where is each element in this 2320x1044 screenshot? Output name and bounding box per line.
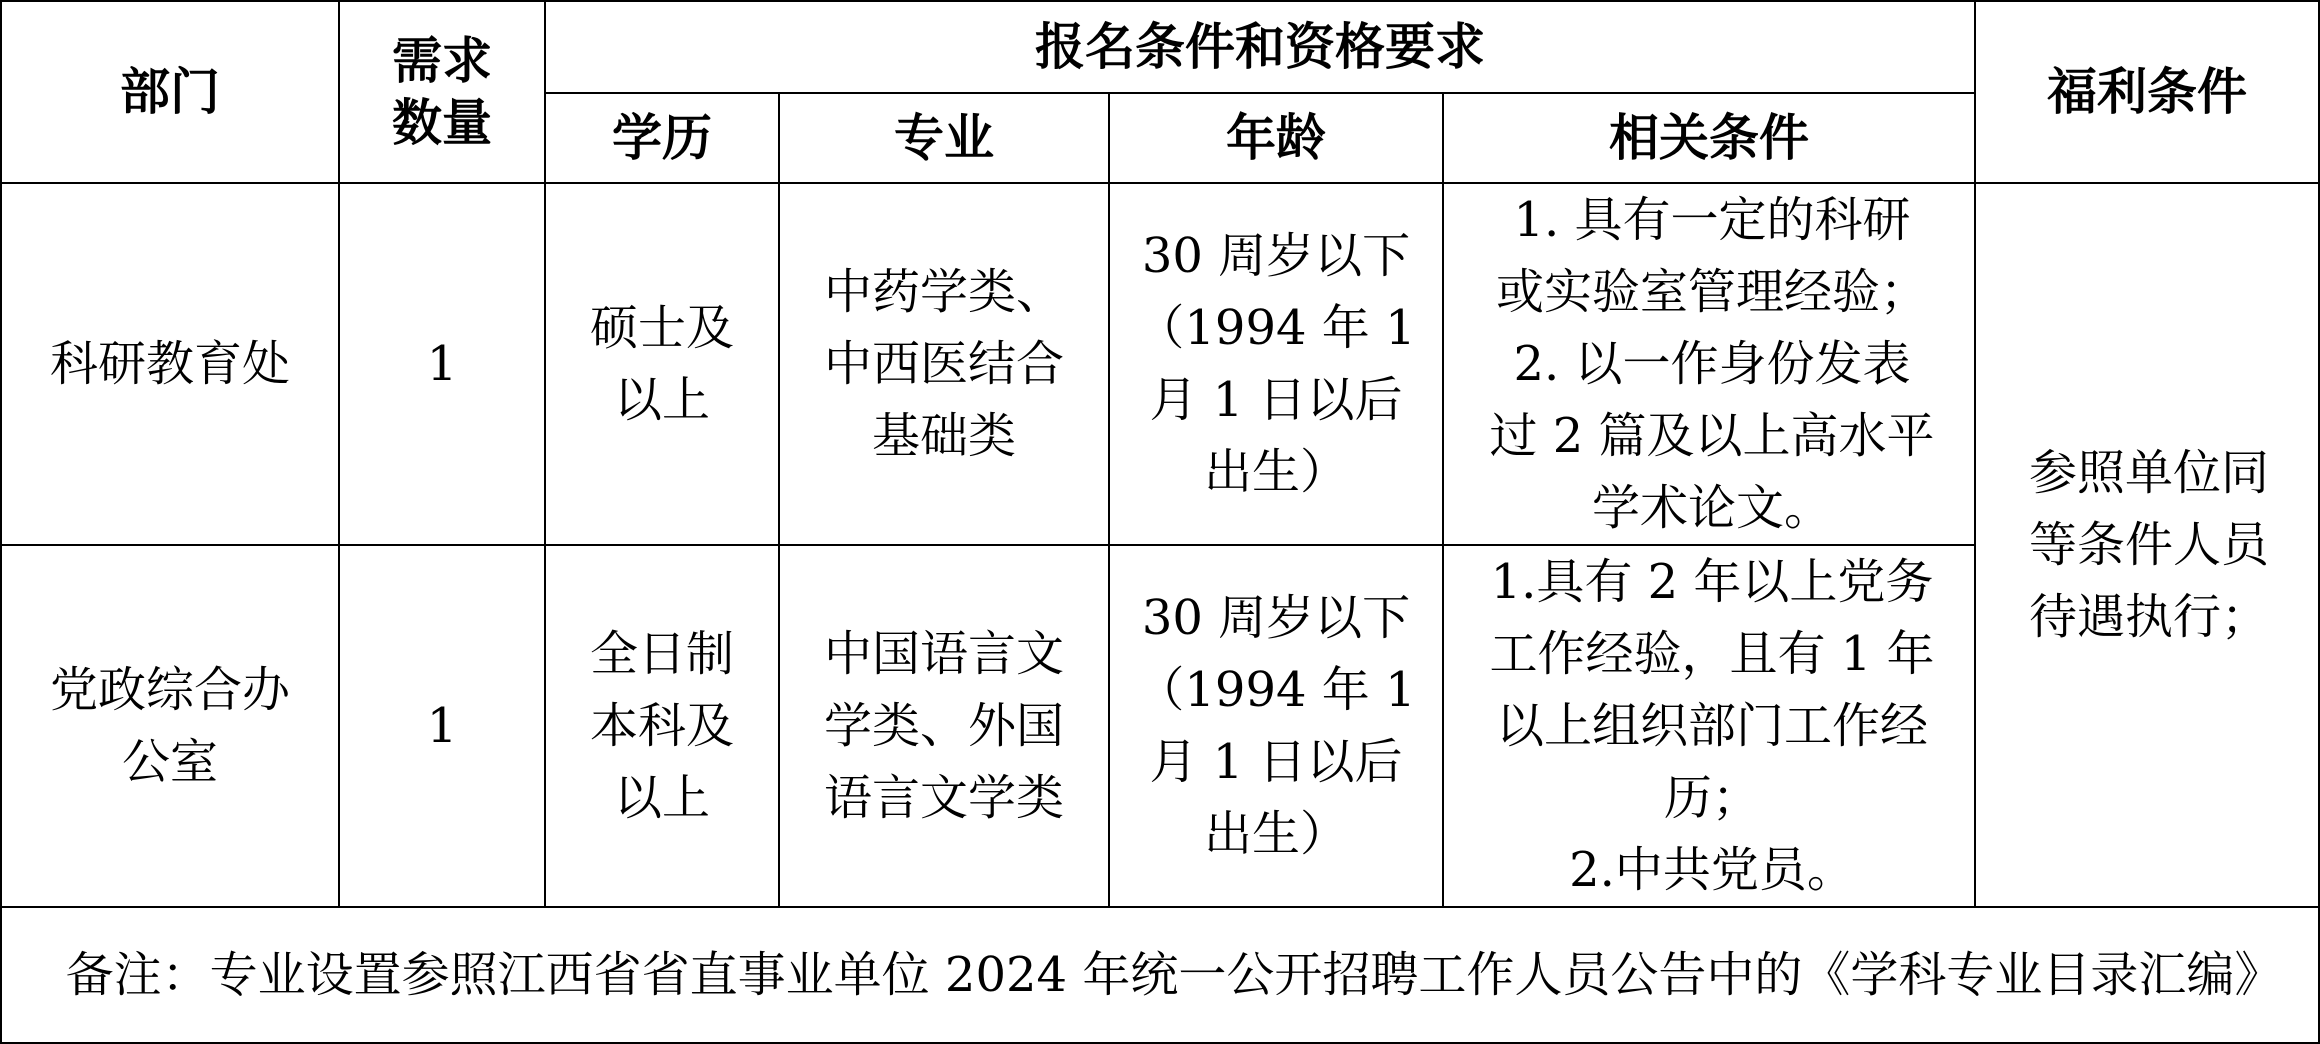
header-education: 学历 [545,93,779,183]
count-cell: 1 [339,183,545,545]
major-cell: 中药学类、 中西医结合 基础类 [779,183,1109,545]
benefits-cell: 参照单位同 等条件人员 待遇执行； [1975,183,2319,907]
header-benefits: 福利条件 [1975,1,2319,183]
table-row [1,545,2319,907]
age-cell: 30 周岁以下 （1994 年 1 月 1 日以后 出生） [1109,183,1443,545]
header-conditions: 相关条件 [1443,93,1975,183]
count-cell: 1 [339,545,545,907]
age-cell: 30 周岁以下 （1994 年 1 月 1 日以后 出生） [1109,545,1443,907]
education-cell: 硕士及 以上 [545,183,779,545]
table-row [1,183,2319,545]
header-age: 年龄 [1109,93,1443,183]
header-department: 部门 [1,1,339,183]
department-cell: 科研教育处 [1,183,339,545]
conditions-cell: 1. 具有一定的科研 或实验室管理经验； 2. 以一作身份发表 过 2 篇及以上高水平 学术论文。 [1443,183,1975,545]
major-cell: 中国语言文 学类、外国 语言文学类 [779,545,1109,907]
header-requirements-group: 报名条件和资格要求 [545,1,1975,93]
department-cell: 党政综合办 公室 [1,545,339,907]
header-demand-count: 需求 数量 [339,1,545,183]
education-cell: 全日制 本科及 以上 [545,545,779,907]
conditions-cell: 1.具有 2 年以上党务 工作经验，且有 1 年 以上组织部门工作经 历； 2.中共党员。 [1443,545,1975,907]
footnote: 备注：专业设置参照江西省省直事业单位 2024 年统一公开招聘工作人员公告中的《学科专业目录汇编》 [1,907,2319,1043]
header-major: 专业 [779,93,1109,183]
